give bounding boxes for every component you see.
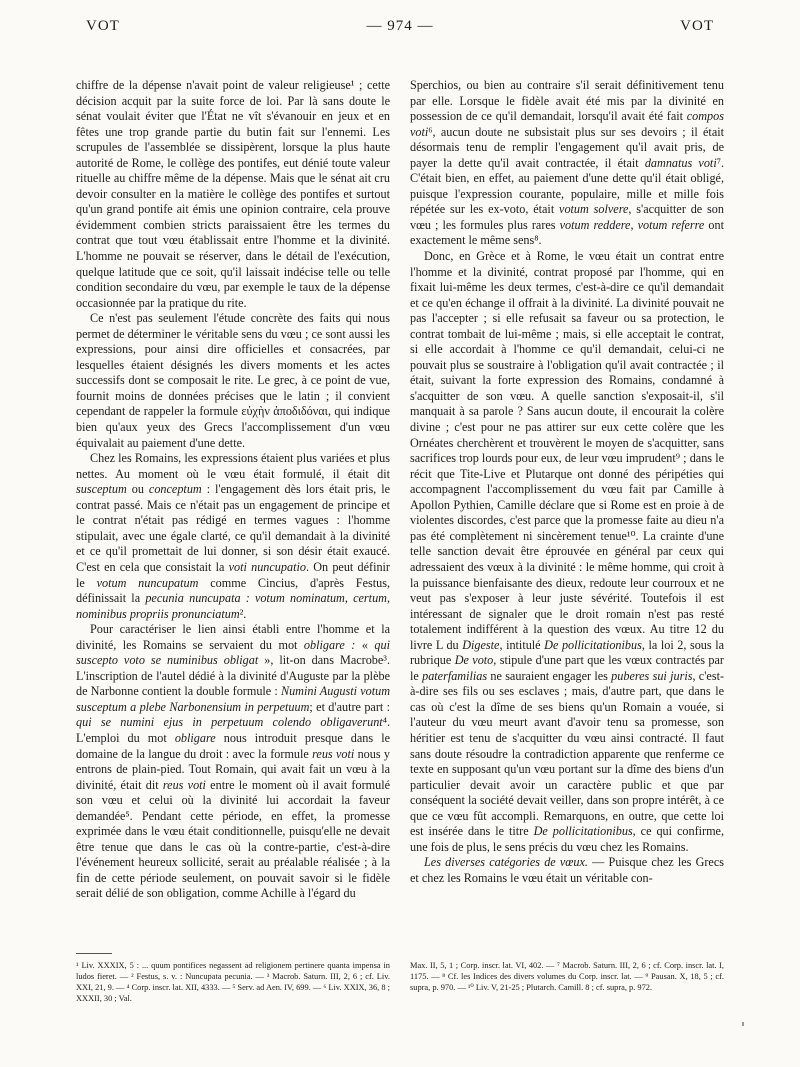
right-column (410, 78, 724, 886)
text-run: ne sauraient engager les (487, 668, 612, 683)
latin-quote: qui suscepto voto se numinibus obligat (76, 637, 390, 668)
latin-term: voti nuncupatio (228, 559, 306, 574)
text-run: , stipule d'une part que les vœux contractés par le (410, 653, 724, 683)
text-run: », lit-on dans Macrobe³. L'inscription de l'autel dédié à la divinité d'Auguste par la plèbe de Narbonne contient la double formule : (76, 653, 390, 699)
text-run: , (630, 217, 638, 232)
latin-term: puberes sui juris (611, 668, 693, 683)
page-number: — 974 — (366, 18, 434, 34)
header-left-keyword: VOT (86, 18, 120, 34)
latin-term: conceptum (148, 482, 202, 497)
text-run: ⁴. L'emploi du mot (76, 715, 390, 745)
latin-term: obligare : (303, 637, 356, 652)
footnotes-right (410, 960, 724, 993)
paragraph-contract (410, 249, 724, 855)
text-run: entre le moment où il avait formulé son vœu et celui où la divinité lui accordait la faveur demandée⁵. Pendant cette période, en effet, la promesse exprimée dans le vœu était conditionnelle, puisqu'elle ne devait être tenue que dans le cas où la contre-partie, c'est-à-dire l'événement heureux sollicité, serait au préalable réalisée ; à la fin de cette période seulement, on pouvait savoir si le fidèle serait délié de son obligation, comme Achille à l'égard du (76, 777, 390, 901)
latin-term: obligare (174, 730, 216, 745)
text-run: . On peut définir le (76, 559, 390, 590)
paragraph-continuation (410, 78, 724, 249)
latin-term: compos voti (410, 109, 724, 139)
paragraph-continuation: chiffre de la dépense n'avait point de valeur religieuse¹ ; cette décision acquit par la suite force de loi. Par là sans doute le sénat voulait éviter que l'État ne vît s'évanouir en jeux et en fêtes une trop grande partie du butin fait sur l'ennemi. Les scrupules de l'assemblée se dissipèrent, lorsque la plus haute autorité de Rome, le collège des pontifes, eut dénié toute valeur rituelle au chiffre même de la dépense. Mais que le sénat ait cru devoir consulter en la matière le collège des pontifes et surtout qu'un grand pontife ait émis une opinion contraire, cela prouve évidemment combien stricts paraissaient être les termes du contrat que tout vœu établissait entre l'homme et la divinité. L'homme ne pouvait se réserver, dans le détail de l'exécution, quelque latitude que ce soit, qu'il laissait indécise telle ou telle condition secondaire du vœu, par exemple le taux de la dépense occasionnée par la pratique du rite. (76, 78, 390, 310)
text-run: nous introduit presque dans le domaine de la langue du droit : avec la formule (76, 730, 390, 761)
left-column (76, 78, 390, 902)
text-run: , la loi 2, sous la rubrique (410, 637, 725, 668)
latin-term: susceptum (76, 482, 127, 497)
text-run: ont exactement le même sens⁸. (410, 217, 724, 248)
work-title: De voto (454, 653, 494, 668)
text-run: comme Cincius, d'après Festus, définissait la (76, 575, 390, 606)
footnote-text: ¹ Liv. XXXIX, 5 : ... quum pontifices negassent ad religionem pertinere quanta impensa in ludos fieret. — ² Festus, s. v. : Nuncupata pecunia. — ³ Macrob. Saturn. III, 2, 6 ; cf. Liv. XXI, 21, 9. — ⁴ Corp. inscr. lat. XII, 4333. — ⁵ Serv. ad Aen. IV, 699. — ⁶ Liv. XXIX, 36, 8 ; XXXII, 30 ; Val. (76, 961, 390, 1003)
latin-term: damnatus voti (644, 155, 717, 170)
latin-quote: qui se numini ejus in perpetuum colendo obligaverunt (76, 715, 383, 730)
paragraph-romans (76, 451, 390, 622)
latin-term: pecunia nuncupata : votum nominatum, certum, nominibus propriis pronunciatum (76, 591, 391, 621)
section-heading: Les diverses catégories de vœux. (424, 855, 588, 870)
text-run: Donc, en Grèce et à Rome, le vœu était un contrat entre l'homme et la divinité, contrat proposé par l'homme, qui en fixait lui-même les deux termes, c'est-à-dire ce qu'il demandait et ce qu'en échange il offrait à la divinité. La divinité pouvait ne pas l'accepter ; si elle refusait sa faveur ou sa protection, le contrat tombait de lui-même ; mais, si elle acceptait le contrat, si elle accordait à l'homme ce qu'il demandait, celui-ci ne pouvait plus se soustraire à l'obligation qu'il avait contractée ; il était, suivant la forte expression des Romains, condamné à s'acquitter de son vœu. A quelle sanction s'exposait-il, s'il manquait à sa parole ? Sans aucun doute, il encourait la colère divine ; c'est pour ne pas attirer sur eux cette colère que les Ornéates cherchèrent et trouvèrent le moyen de s'acquitter, sans sacrifices trop lourds pour eux, de leur vœu imprudent⁹ ; dans le récit que Tite-Live et Plutarque ont donné des péripéties qui accompagnent l'accomplissement du vœu fait par Camille à Apollon Pythien, Camille déclare que si Rome est en proie à de violentes discordes, c'est parce que la promesse faite au dieu n'a pas été complètement ni sincèrement tenue¹⁰. La crainte d'une telle sanction devait être éprouvée en général par ceux qui adressaient des vœux à la divinité : le même homme, qui croit à la puissance bienfaisante des dieux, redoute leur courroux et ne veut pas s'exposer à leur juste sévérité. Toutefois il est intéressant de signaler que le droit romain n'est pas resté totalement indifférent à la question des vœux. Au titre 12 du livre L du (410, 249, 724, 652)
text-run: ². (239, 606, 247, 621)
footnotes-left (76, 960, 390, 1004)
text-run: ou (126, 482, 149, 497)
header-right-keyword: VOT (680, 18, 714, 34)
paragraph-categories (410, 855, 724, 886)
text-run: ; et d'autre part : (309, 699, 391, 714)
text-run: ⁶, aucun doute ne subsistait plus sur ses devoirs ; il était désormais tenu de remplir l'engagement qu'il avait pris, de payer la dette qu'il avait contractée, il était (410, 124, 724, 170)
scan-mark (742, 1022, 744, 1026)
work-title: Digeste (462, 637, 500, 652)
text-run: : l'engagement dès lors était pris, le contrat passé. Mais ce n'était pas un engagement de principe et le contrat n'était pas rédigé en termes vagues : l'homme stipulait, avec une égale clarté, ce qu'il demandait à la divinité et ce qu'il promettait de lui donner, si son désir était exaucé. C'est en cela que consistait la (76, 482, 390, 574)
text-run: , c'est-à-dire ses fils ou ses esclaves ; mais, d'autre part, que dans le cas où c'est la dîme de ses biens qu'un Romain a vouée, si l'auteur du vœu meurt avant d'avoir tenu sa promesse, son héritier est tenu de s'acquitter du vœu ainsi contracté. Il faut sans doute résoudre la contradiction apparente que renferme ce texte en supposant qu'un vœu portant sur la dîme des biens d'un particulier devait avoir un caractère public et que par conséquent la société devait veiller, dans son propre intérêt, à ce que ce vœu fût accompli. Remarquons, en outre, que cette loi est insérée dans le titre (410, 668, 725, 839)
work-title: De pollicitationibus (544, 637, 642, 652)
latin-term: votum reddere (559, 217, 631, 232)
paragraph-expressions: Ce n'est pas seulement l'étude concrète des faits qui nous permet de déterminer le véritable sens du vœu ; ce sont aussi les expressions, pour ainsi dire officielles et consacrées, par lesquelles étaient désignés les divers moments et les actes successifs dont se composait le rite. Le grec, à ce point de vue, fournit moins de données précises que le latin ; il convient cependant de rappeler la formule εὐχὴν ἀποδιδόναι, qui indique bien qu'aux yeux des Grecs l'accomplissement d'un vœu équivalait au paiement d'une dette. (76, 311, 390, 450)
footnote-rule (76, 953, 112, 954)
latin-term: paterfamilias (422, 668, 488, 683)
text-run: , intitulé (499, 637, 545, 652)
latin-quote: Numini Augusti votum susceptum a plebe Narbonensium in perpetuum (76, 684, 390, 714)
text-run: ⁷. C'était bien, en effet, au paiement d'une dette qu'il était obligé, puisque l'expression courante, populaire, mille et mille fois répétée sur les ex-voto, était (410, 155, 724, 217)
text-run: Sperchios, ou bien au contraire s'il serait définitivement tenu par elle. Lorsque le fidèle avait été mis par la divinité en possession de ce qu'il demandait, lorsqu'il avait été fait (410, 78, 724, 124)
latin-term: votum nuncupatum (96, 575, 199, 590)
text-run: Chez les Romains, les expressions étaient plus variées et plus nettes. Au moment où le vœu était formulé, il était dit (76, 451, 390, 481)
running-header (76, 18, 724, 40)
latin-term: votum referre (637, 217, 705, 232)
footnote-text: Max. II, 5, 1 ; Corp. inscr. lat. VI, 402. — ⁷ Macrob. Saturn. III, 2, 6 ; cf. Corp. inscr. lat. I, 1175. — ⁸ Cf. les Indices des divers volumes du Corp. inscr. lat. — ⁹ Pausan. X, 18, 5 ; cf. supra, p. 970. — ¹⁰ Liv. V, 21-25 ; Plutarch. Camill. 8 ; cf. supra, p. 972. (410, 961, 724, 992)
text-run: « (355, 637, 375, 652)
latin-term: votum solvere (559, 202, 629, 217)
work-title: De pollicitationibus (533, 824, 633, 839)
latin-term: reus voti (162, 777, 206, 792)
paragraph-obligare (76, 622, 390, 902)
text-run: Pour caractériser le lien ainsi établi entre l'homme et la divinité, les Romains se servaient du mot (76, 622, 390, 652)
text-run: nous y entrons de plain-pied. Tout Romain, qui avait fait un vœu à la divinité, était dit (76, 746, 391, 792)
text-run: — Puisque chez les Grecs et chez les Romains le vœu était un véritable con- (410, 855, 724, 885)
latin-term: reus voti (312, 746, 355, 761)
text-run: , s'acquitter de son vœu ; les formules plus rares (410, 202, 724, 232)
text-run: , ce qui confirme, une fois de plus, le sens précis du vœu chez les Romains. (410, 824, 725, 854)
